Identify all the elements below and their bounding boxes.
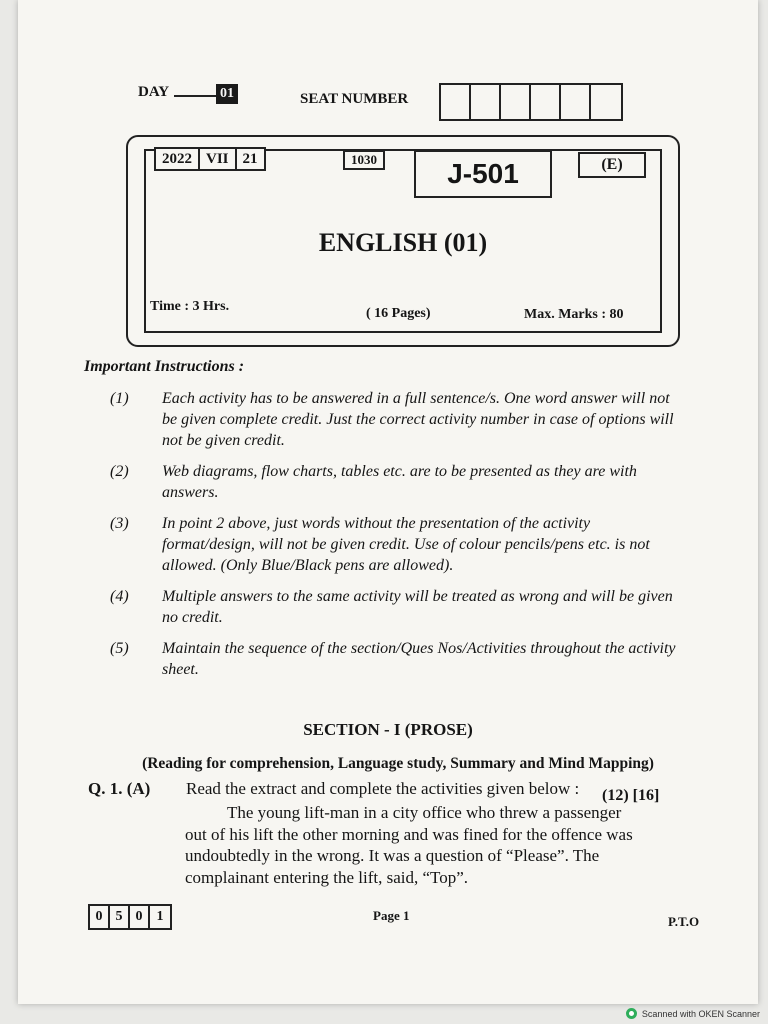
exam-month: VII [200, 149, 237, 169]
exam-day: 21 [242, 151, 258, 167]
instruction-item [110, 586, 710, 628]
footer-code-digit: 1 [156, 909, 164, 924]
instruction-number: (3) [110, 515, 129, 532]
day-label: DAY [138, 84, 170, 100]
exam-year: 2022 [156, 149, 200, 169]
question-text: Read the extract and complete the activities given below : [186, 779, 580, 798]
time-allowed: Time : 3 Hrs. [150, 299, 230, 314]
seat-number-box[interactable] [531, 85, 561, 119]
scanner-text: Scanned with OKEN Scanner [641, 1008, 760, 1019]
instruction-item [110, 461, 710, 503]
instructions-list [110, 388, 710, 690]
instruction-text: Web diagrams, flow charts, tables etc. are to be presented as they are with answers. [162, 463, 637, 501]
passage-text: The young lift-man in a city office who threw a passenger out of his lift the other morning and was fined for the offence was undoubtedly in the wrong. It was a question of “Please”. The complainant entering the lift, said, “Top”. [185, 803, 633, 887]
seat-number-boxes [439, 83, 623, 121]
seat-number-box[interactable] [501, 85, 531, 119]
seat-number-box[interactable] [471, 85, 501, 119]
medium-label: (E) [578, 152, 646, 178]
instruction-text: Maintain the sequence of the section/Ques Nos/Activities throughout the activity sheet. [162, 640, 676, 678]
exam-date [154, 147, 266, 171]
instruction-number: (1) [110, 390, 129, 407]
question-marks: (12) [16] [602, 787, 660, 804]
scanner-logo-icon [626, 1008, 637, 1019]
seat-number-label: SEAT NUMBER [300, 91, 409, 107]
instruction-number: (2) [110, 463, 129, 480]
footer-code-digit: 0 [90, 906, 110, 928]
day-value: 01 [216, 84, 238, 104]
instruction-number: (4) [110, 588, 129, 605]
page-count: ( 16 Pages) [366, 306, 431, 321]
instruction-item [110, 638, 710, 680]
paper-code: J-501 [414, 150, 552, 198]
section-title: SECTION - I (PROSE) [303, 720, 473, 739]
instruction-number: (5) [110, 640, 129, 657]
instruction-text: In point 2 above, just words without the presentation of the activity format/design, will not be given credit. Use of colour pencils/pens etc. is not allowed. (Only Blue/Black pens are allowed). [162, 515, 650, 574]
instruction-item [110, 388, 710, 451]
instruction-text: Multiple answers to the same activity will be treated as wrong and will be given no credit. [162, 588, 673, 626]
day-divider [174, 95, 218, 97]
footer-code [88, 904, 172, 930]
seat-number-box[interactable] [561, 85, 591, 119]
exam-code: 1030 [343, 150, 385, 170]
seat-number-box[interactable] [441, 85, 471, 119]
instruction-text: Each activity has to be answered in a full sentence/s. One word answer will not be given complete credit. Just the correct activity number in case of options will not be given credit. [162, 390, 674, 449]
pto-label: P.T.O [668, 914, 700, 929]
section-subtitle: (Reading for comprehension, Language study, Summary and Mind Mapping) [142, 755, 654, 772]
instructions-title: Important Instructions : [84, 358, 245, 375]
footer-code-digit: 0 [130, 906, 150, 928]
max-marks: Max. Marks : 80 [524, 307, 624, 322]
footer-code-digit: 5 [110, 906, 130, 928]
exam-paper [18, 0, 758, 1004]
page-number: Page 1 [373, 908, 410, 923]
question-label: Q. 1. (A) [88, 779, 151, 798]
subject-title: ENGLISH (01) [318, 228, 488, 257]
scanner-watermark [626, 1008, 760, 1019]
seat-number-box[interactable] [591, 85, 621, 119]
instruction-item [110, 513, 710, 576]
